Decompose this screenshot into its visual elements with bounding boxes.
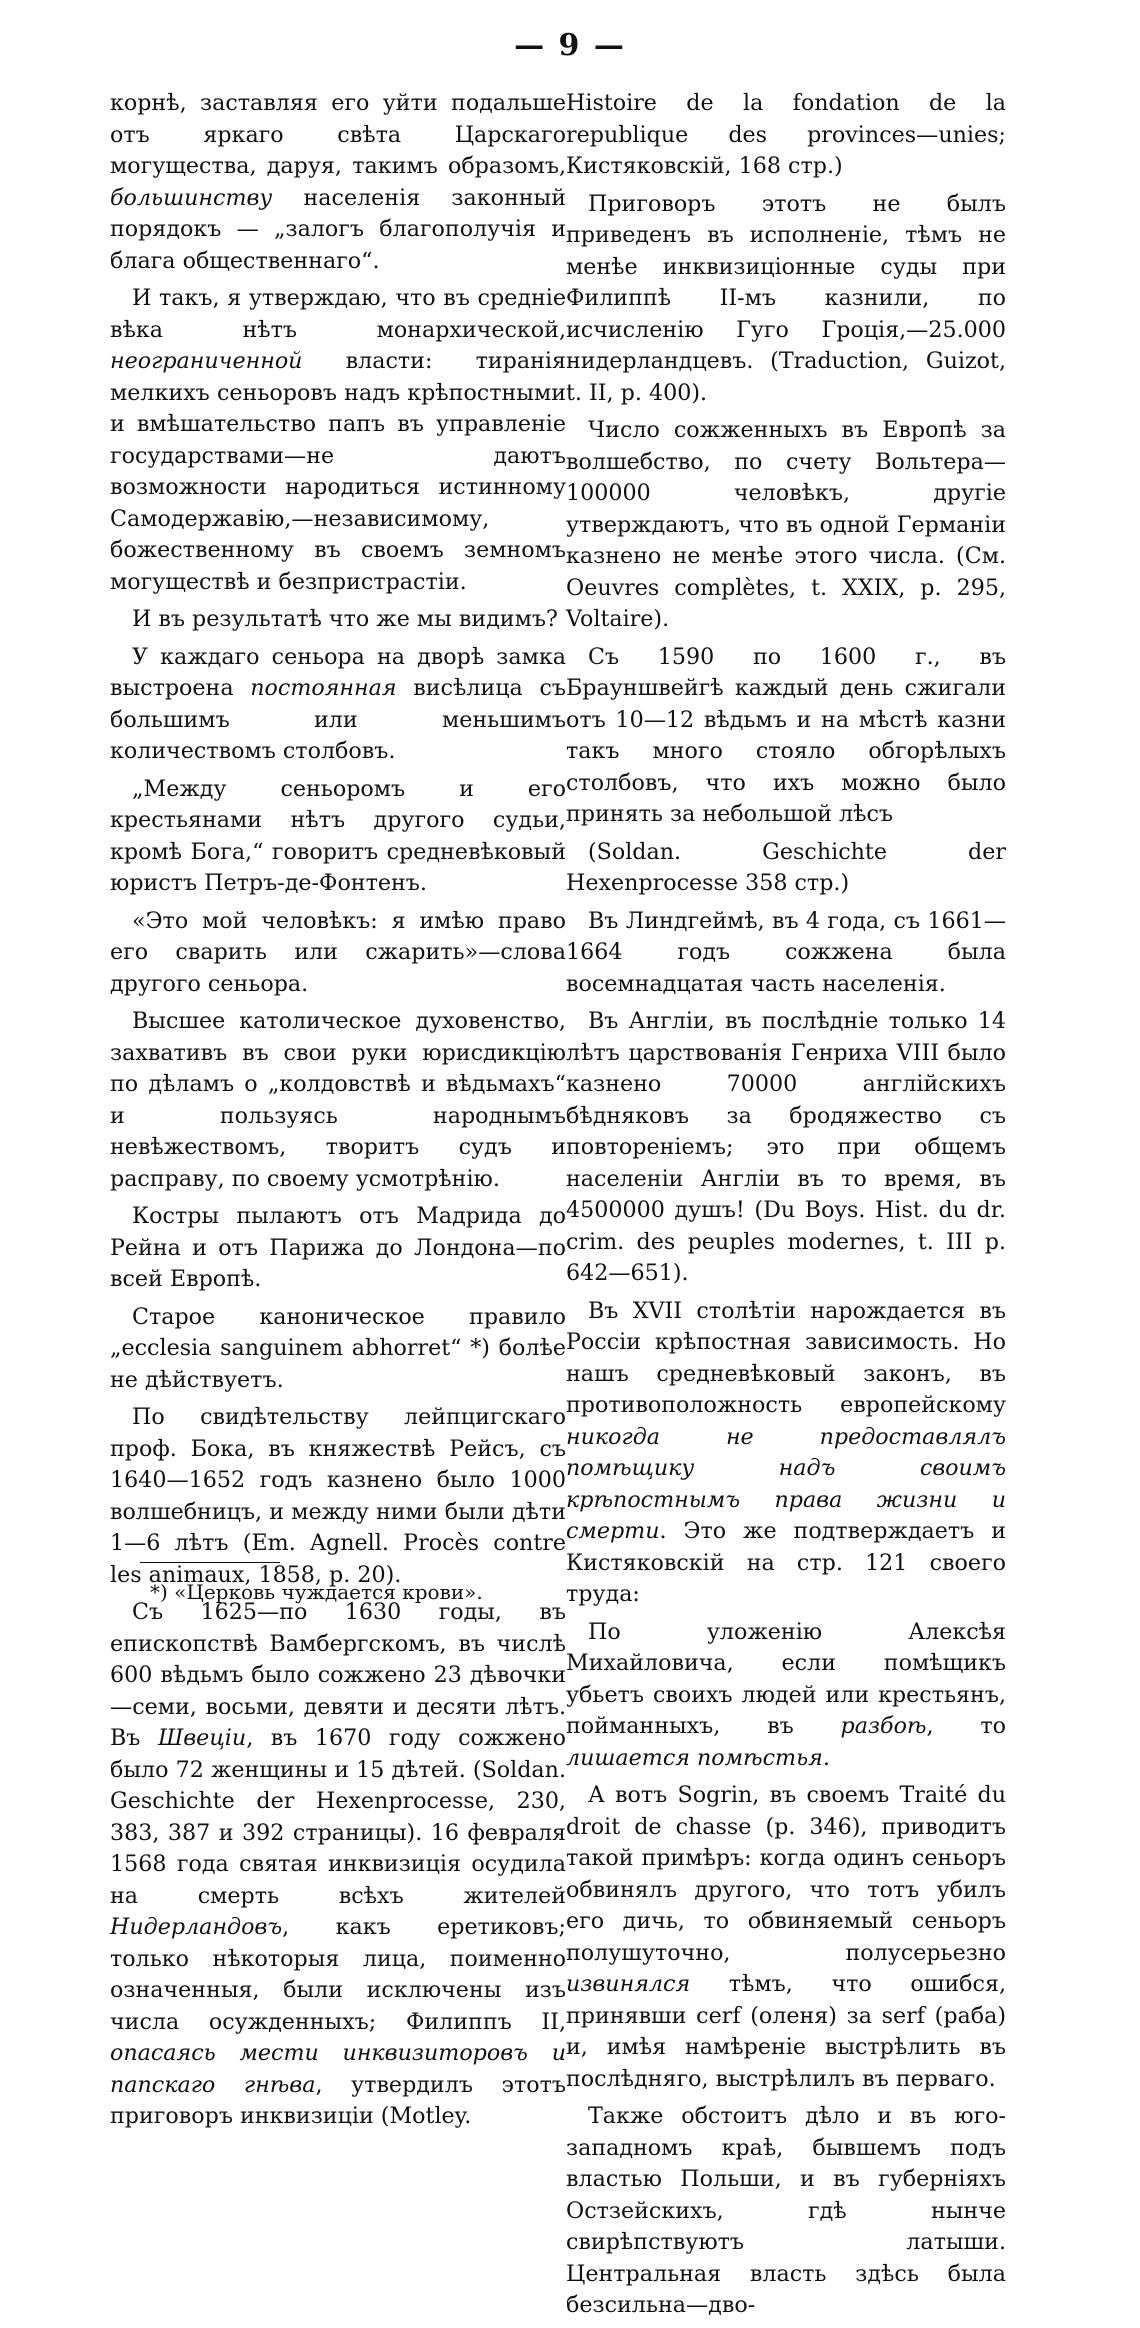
emphasized-text: разбоѣ [840, 1713, 927, 1739]
left-column [110, 88, 566, 2139]
paragraph [566, 1006, 1006, 1290]
emphasized-text: извинялся [566, 1971, 691, 1997]
emphasized-text: большинству [110, 184, 273, 211]
text-span: власти: тиранія мелкихъ сеньоровъ надъ крѣпостными и вмѣшательство папъ въ управленіе государствами—не даютъ возможности народиться истинному Самодержавію,—независимому, божественному въ своемъ земномъ могуществѣ и безпристрастіи. [110, 348, 566, 595]
text-span: (Soldan. Geschichte der Hexenprocesse 358 стр.) [566, 838, 1006, 896]
paragraph [566, 1617, 1006, 1775]
text-span: По свидѣтельству лейпцигскаго проф. Бока, въ княжествѣ Рейсъ, съ 1640—1652 годъ казнено было 1000 волшебницъ, и между ними были дѣти 1—6 лѣтъ (Em. Agnell. Procès contre les animaux, 1858, p. 20). [110, 1404, 566, 1588]
text-span: . [822, 1744, 830, 1771]
text-span: Старое каноническое правило „ecclesia sanguinem abhorret“ *) болѣе не дѣйствуетъ. [110, 1303, 566, 1393]
paragraph [110, 1201, 566, 1296]
text-span: висѣлица съ большимъ или меньшимъ количествомъ столбовъ. [110, 675, 566, 764]
paragraph [566, 415, 1006, 636]
text-span: Съ 1625—по 1630 годы, въ епископствѣ Вамбергскомъ, въ числѣ 600 вѣдьмъ было сожжено 23 дѣвочки—семи, восьми, девяти и десяти лѣтъ. Въ [110, 1599, 566, 1751]
paragraph [566, 189, 1006, 410]
text-span: Высшее католическое духовенство, захвативъ въ свои руки юрисдикцію по дѣламъ о „колдовствѣ и вѣдьмахъ“ и пользуясь народнымъ невѣжествомъ, творитъ судъ и расправу, по своему усмотрѣнію. [110, 1008, 566, 1192]
emphasized-text: лишается помѣстья [566, 1744, 823, 1771]
paragraph [110, 1302, 566, 1397]
paragraph [566, 88, 1006, 183]
text-span: , какъ еретиковъ; только нѣкоторыя лица, поименно означенныя, были исключены изъ числа осужденныхъ; Филиппъ II, [110, 1914, 566, 2035]
text-span: И такъ, я утверждаю, что въ средніе вѣка нѣтъ монархической, [110, 285, 566, 343]
text-span: , то [926, 1713, 1006, 1739]
paragraph [110, 283, 566, 598]
text-span: Въ XVII столѣтіи нарождается въ Россіи крѣпостная зависимость. Но нашъ средневѣковый законъ, въ противоположность европейскому [566, 1297, 1006, 1418]
emphasized-text: опасаясь мести инквизиторовъ и папскаго гнѣва [110, 2040, 566, 2098]
text-span: тѣмъ, что ошибся, принявши cerf (оленя) за serf (раба) и, имѣя намѣреніе выстрѣлить въ послѣдняго, выстрѣлилъ въ перваго. [566, 1971, 1006, 2092]
paragraph [110, 642, 566, 768]
paragraph [110, 906, 566, 1001]
emphasized-text: неограниченной [110, 348, 303, 374]
emphasized-text: Швеціи [157, 1725, 247, 1751]
paragraph [566, 906, 1006, 1001]
text-span: , утвердилъ этотъ приговоръ инквизиціи (Motley. [110, 2071, 566, 2129]
paragraph [110, 774, 566, 900]
text-span: Также обстоитъ дѣло и въ юго-западномъ краѣ, бывшемъ подъ властью Польши, и въ губерніяхъ Остзейскихъ, гдѣ нынче свирѣпствуютъ латыши. Центральная власть здѣсь была безсильна—дво- [566, 2103, 1006, 2318]
paragraph [566, 642, 1006, 831]
text-span: Число сожженныхъ въ Европѣ за волшебство, по счету Вольтера—100000 человѣкъ, другіе утверждаютъ, что въ одной Германіи казнено не менѣе этого числа. (См. Oeuvres complètes, t. XXIX, p. 295, Voltaire). [566, 417, 1006, 632]
text-span: . Это же подтверждаетъ и Кистяковскій на стр. 121 своего труда: [566, 1518, 1006, 1607]
text-span: корнѣ, заставляя его уйти подальше отъ яркаго свѣта Царскаго могущества, даруя, такимъ образомъ, [110, 90, 566, 179]
text-span: «Это мой человѣкъ: я имѣю право его сварить или сжарить»—слова другого сеньора. [110, 907, 566, 997]
text-span: населенія законный порядокъ — „залогъ благополучія и блага общественнаго“. [110, 184, 566, 274]
text-span: А вотъ Sogrin, въ своемъ Traité du droit de chasse (p. 346), приводитъ такой примѣръ: когда одинъ сеньоръ обвинялъ другого, что тотъ убилъ его дичь, то обвиняемый сеньоръ полушуточно, полусерьезно [566, 1782, 1006, 1966]
text-span: Въ Англіи, въ послѣдніе только 14 лѣтъ царствованія Генриха VIII было казнено 70000 англійскихъ бѣдняковъ за бродяжество съ повтореніемъ; это при общемъ населеніи Англіи въ то время, въ 4500000 душъ! (Du Boys. Hist. du dr. crim. des peuples modernes, t. III p. 642—651). [566, 1008, 1006, 1286]
emphasized-text: постоянная [250, 675, 397, 701]
text-span: Histoire de la fondation de la republique des provinces—unies; Кистяковскій, 168 стр.) [566, 90, 1006, 179]
page-number: — 9 — [514, 28, 626, 63]
footnote: *) «Церковь чуждается крови». [150, 1580, 483, 1604]
text-span: „Между сеньоромъ и его крестьянами нѣтъ другого судьи, кромѣ Бога,“ говоритъ средневѣковый юристъ Петръ-де-Фонтенъ. [110, 775, 566, 896]
text-span: И въ результатѣ что же мы видимъ? [132, 606, 558, 632]
text-span: Съ 1590 по 1600 г., въ Брауншвейгѣ каждый день сжигали отъ 10—12 вѣдьмъ и на мѣстѣ казни такъ много стояло обгорѣлыхъ столбовъ, что ихъ можно было принять за небольшой лѣсъ [566, 643, 1006, 827]
footnote-rule [140, 1562, 280, 1563]
paragraph [566, 2101, 1006, 2322]
emphasized-text: никогда не предоставлялъ помѣщику надъ своимъ крѣпостнымъ права жизни и смерти [566, 1423, 1006, 1544]
paragraph [110, 604, 566, 636]
paragraph [110, 88, 566, 277]
text-span: Приговоръ этотъ не былъ приведенъ въ исполненіе, тѣмъ не менѣе инквизиціонные суды при Филиппѣ II-мъ казнили, по исчисленію Гуго Гроція,—25.000 нидерландцевъ. (Traduction, Guizot, t. II, p. 400). [566, 190, 1006, 406]
emphasized-text: Нидерландовъ [110, 1914, 283, 1940]
text-span: У каждаго сеньора на дворѣ замка выстроена [110, 643, 566, 701]
text-span: Въ Линдгеймѣ, въ 4 года, съ 1661—1664 годъ сожжена была восемнадцатая часть населенія. [566, 907, 1006, 997]
paragraph [566, 837, 1006, 900]
text-span: , въ 1670 году сожжено было 72 женщины и 15 дѣтей. (Soldan. Geschichte der Hexenprocesse, 230, 383, 387 и 392 страницы). 16 февраля 1568 года святая инквизиція осудила на смерть всѣхъ жителей [110, 1725, 566, 1909]
text-span: Костры пылаютъ отъ Мадрида до Рейна и отъ Парижа до Лондона—по всей Европѣ. [110, 1203, 566, 1292]
right-column [566, 88, 1006, 2328]
text-span: По уложенію Алексѣя Михайловича, если помѣщикъ убьетъ своихъ людей или крестьянъ, пойманныхъ, въ [566, 1618, 1006, 1739]
paragraph [110, 1006, 566, 1195]
paragraph [566, 1780, 1006, 2095]
paragraph [566, 1296, 1006, 1611]
paragraph [110, 1597, 566, 2133]
